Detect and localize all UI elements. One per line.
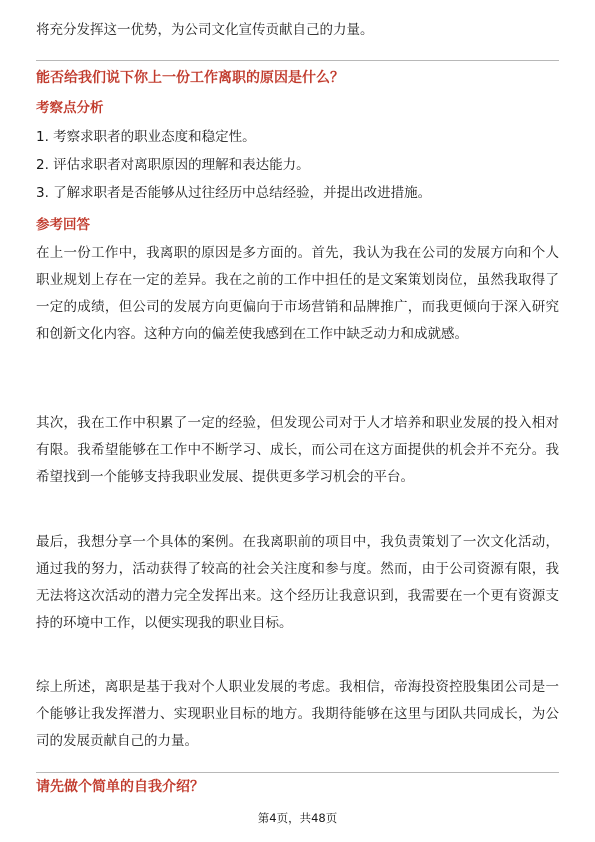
answer-heading: 参考回答 bbox=[36, 217, 90, 233]
answer-paragraph: 其次，我在工作中积累了一定的经验，但发现公司对于人才培养和职业发展的投入相对有限。我希望能够在工作中不断学习、成长，而公司在这方面提供的机会并不充分。我希望找到一个能够支持我职业发展、提供更多学习机会的平台。 bbox=[36, 415, 559, 485]
answer-paragraph: 在上一份工作中，我离职的原因是多方面的。首先，我认为我在公司的发展方向和个人职业规划上存在一定的差异。我在之前的工作中担任的是文案策划岗位，虽然我取得了一定的成绩，但公司的发展方向更偏向于市场营销和品牌推广，而我更倾向于深入研究和创新文化内容。这种方向的偏差使我感到在工作中缺乏动力和成就感。 bbox=[36, 245, 559, 342]
analysis-point: 1. 考察求职者的职业态度和稳定性。 bbox=[36, 129, 256, 145]
answer-paragraph: 最后，我想分享一个具体的案例。在我离职前的项目中，我负责策划了一次文化活动，通过我的努力，活动获得了较高的社会关注度和参与度。然而，由于公司资源有限，我无法将这次活动的潜力完全发挥出来。这个经历让我意识到，我需要在一个更有资源支持的环境中工作，以便实现我的职业目标。 bbox=[36, 534, 559, 631]
page-number: 第4页，共48页 bbox=[257, 811, 338, 825]
previous-answer-tail: 将充分发挥这一优势，为公司文化宣传贡献自己的力量。 bbox=[36, 22, 374, 38]
document-page bbox=[36, 0, 559, 842]
analysis-point: 2. 评估求职者对离职原因的理解和表达能力。 bbox=[36, 157, 310, 173]
analysis-heading: 考察点分析 bbox=[36, 100, 104, 116]
section-divider bbox=[36, 60, 559, 61]
answer-paragraph: 综上所述，离职是基于我对个人职业发展的考虑。我相信，帝海投资控股集团公司是一个能够让我发挥潜力、实现职业目标的地方。我期待能够在这里与团队共同成长，为公司的发展贡献自己的力量。 bbox=[36, 679, 559, 749]
section-divider bbox=[36, 772, 559, 773]
analysis-point: 3. 了解求职者是否能够从过往经历中总结经验，并提出改进措施。 bbox=[36, 185, 432, 201]
question-heading: 能否给我们说下你上一份工作离职的原因是什么？ bbox=[36, 70, 344, 86]
question-heading: 请先做个简单的自我介绍？ bbox=[36, 779, 204, 795]
